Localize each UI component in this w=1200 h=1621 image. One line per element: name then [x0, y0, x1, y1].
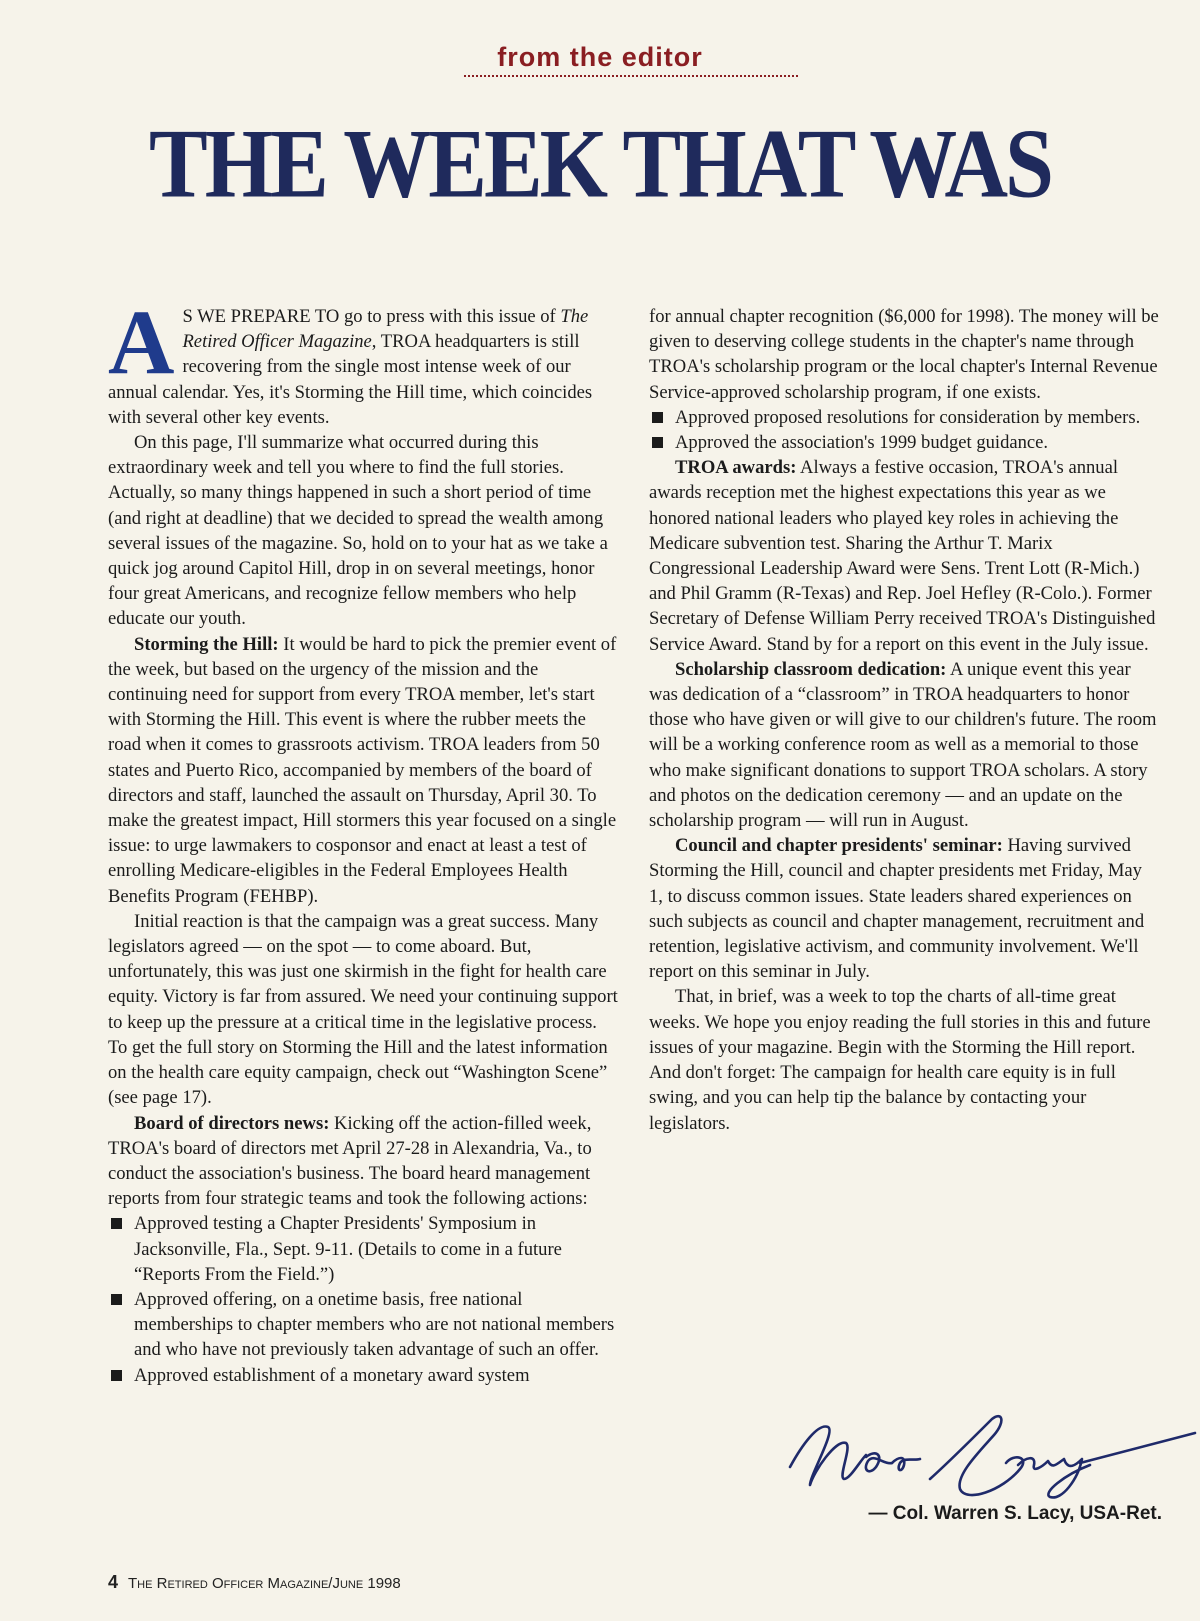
list-item: Approved testing a Chapter Presidents' Symposium in Jacksonville, Fla., Sept. 9-11. (Details to come in a future “Reports From the Field.”): [108, 1211, 618, 1287]
kicker-dotted-rule: [464, 75, 798, 77]
article-column-left: [108, 291, 618, 1388]
article-column-right: [649, 304, 1159, 1136]
paragraph-closing: That, in brief, was a week to top the charts of all-time great weeks. We hope you enjoy reading the full stories in this and future issues of your magazine. Begin with the Storming the Hill report. And don't forget: The campaign for health care equity is in full swing, and you can help tip the balance by contacting your legislators.: [649, 986, 1151, 1134]
storming-body: It would be hard to pick the premier event of the week, but based on the urgency of the mission and the continuing need for support from every TROA member, let's start with Storming the Hill. This event is where the rubber meets the road when it comes to grassroots activism. TROA leaders from 50 states and Puerto Rico, accompanied by members of the board of directors and staff, launched the assault on Thursday, April 30. To make the greatest impact, Hill stormers this year focused on a single issue: to urge lawmakers to cosponsor and enact at least a test of enrolling Medicare-eligibles in the Federal Employees Health Benefits Program (FEHBP).: [108, 633, 617, 907]
list-item: Approved proposed resolutions for consideration by members.: [649, 405, 1159, 430]
board-actions-list-continued: [649, 405, 1159, 455]
subhead-storming: Storming the Hill:: [134, 633, 279, 655]
intro-rest: , TROA headquarters is still recovering from the single most intense week of our annual calendar. Yes, it's Storming the Hill time, which coincides with several other key events.: [108, 331, 593, 428]
headline: THE WEEK THAT WAS: [149, 110, 1051, 219]
seminar-body: Having survived Storming the Hill, council and chapter presidents met Friday, May 1, to discuss common issues. State leaders shared experiences on such subjects as council and chapter management, recruitment and retention, legislative activism, and community involvement. We'll report on this seminar in July.: [649, 835, 1145, 983]
handwritten-signature: [780, 1405, 1200, 1515]
paragraph-seminar: [649, 833, 1159, 984]
magazine-title: The Retired Officer Magazine: [182, 306, 589, 353]
subhead-board: Board of directors news:: [134, 1112, 330, 1134]
page-footer: [108, 1572, 401, 1593]
board-actions-list: [108, 1211, 618, 1387]
paragraph-awards: [649, 455, 1159, 657]
paragraph-summary: On this page, I'll summarize what occurred during this extraordinary week and tell you where to find the full stories. Actually, so many things happened in such a short period of time (and right at deadline) that we decided to spread the wealth among several issues of the magazine. So, hold on to your hat as we take a quick jog around Capitol Hill, drop in on several meetings, honor four great Americans, and recognize fellow members who help educate our youth.: [108, 432, 608, 630]
subhead-classroom: Scholarship classroom dedication:: [675, 658, 947, 680]
awards-body: Always a festive occasion, TROA's annual awards reception met the highest expectations this year as we honored national leaders who played key roles in achieving the Medicare subvention test. Sharing the Arthur T. Marix Congressional Leadership Award were Sens. Trent Lott (R-Mich.) and Phil Gramm (R-Texas) and Rep. Joel Hefley (R-Colo.). Former Secretary of Defense William Perry received TROA's Distinguished Service Award. Stand by for a report on this event in the July issue.: [649, 457, 1156, 655]
list-item: Approved establishment of a monetary award system: [108, 1363, 618, 1388]
board-body: Kicking off the action-filled week, TROA's board of directors met April 27-28 in Alexandria, Va., to conduct the association's business. The board heard management reports from four strategic teams and took the following actions:: [108, 1112, 592, 1210]
drop-cap: A: [108, 291, 175, 393]
intro-lead: S WE PREPARE TO go to press with this issue of: [182, 306, 556, 327]
subhead-seminar: Council and chapter presidents' seminar:: [675, 835, 1003, 857]
publication-line: The Retired Officer Magazine/June 1998: [128, 1575, 401, 1592]
section-kicker: from the editor: [497, 42, 703, 72]
paragraph-classroom: [649, 657, 1159, 833]
bullet-continuation: for annual chapter recognition ($6,000 for 1998). The money will be given to deserving college students in the chapter's name through TROA's scholarship program or the local chapter's Internal Revenue Service-approved scholarship program, if one exists.: [649, 306, 1159, 403]
page-number: 4: [108, 1572, 119, 1592]
classroom-body: A unique event this year was dedication of a “classroom” in TROA headquarters to honor those who have given or will give to our children's future. The room will be a working conference room as well as a memorial to those who make significant donations to support TROA scholars. A story and photos on the dedication ceremony — and an update on the scholarship program — will run in August.: [649, 658, 1157, 832]
author-signoff: — Col. Warren S. Lacy, USA-Ret.: [868, 1503, 1162, 1524]
list-item: Approved offering, on a onetime basis, free national memberships to chapter members who are not national members and who have not previously taken advantage of such an offer.: [108, 1287, 618, 1363]
paragraph-storming: [108, 632, 618, 909]
subhead-awards: TROA awards:: [675, 457, 797, 479]
list-item: Approved the association's 1999 budget guidance.: [649, 430, 1159, 455]
paragraph-board: [108, 1111, 618, 1212]
paragraph-reaction: Initial reaction is that the campaign was a great success. Many legislators agreed — on the spot — to come aboard. But, unfortunately, this was just one skirmish in the fight for health care equity. Victory is far from assured. We need your continuing support to keep up the pressure at a critical time in the legislative process. To get the full story on Storming the Hill and the latest information on the health care equity campaign, check out “Washington Scene” (see page 17).: [108, 910, 618, 1109]
paragraph-intro: [108, 291, 618, 430]
